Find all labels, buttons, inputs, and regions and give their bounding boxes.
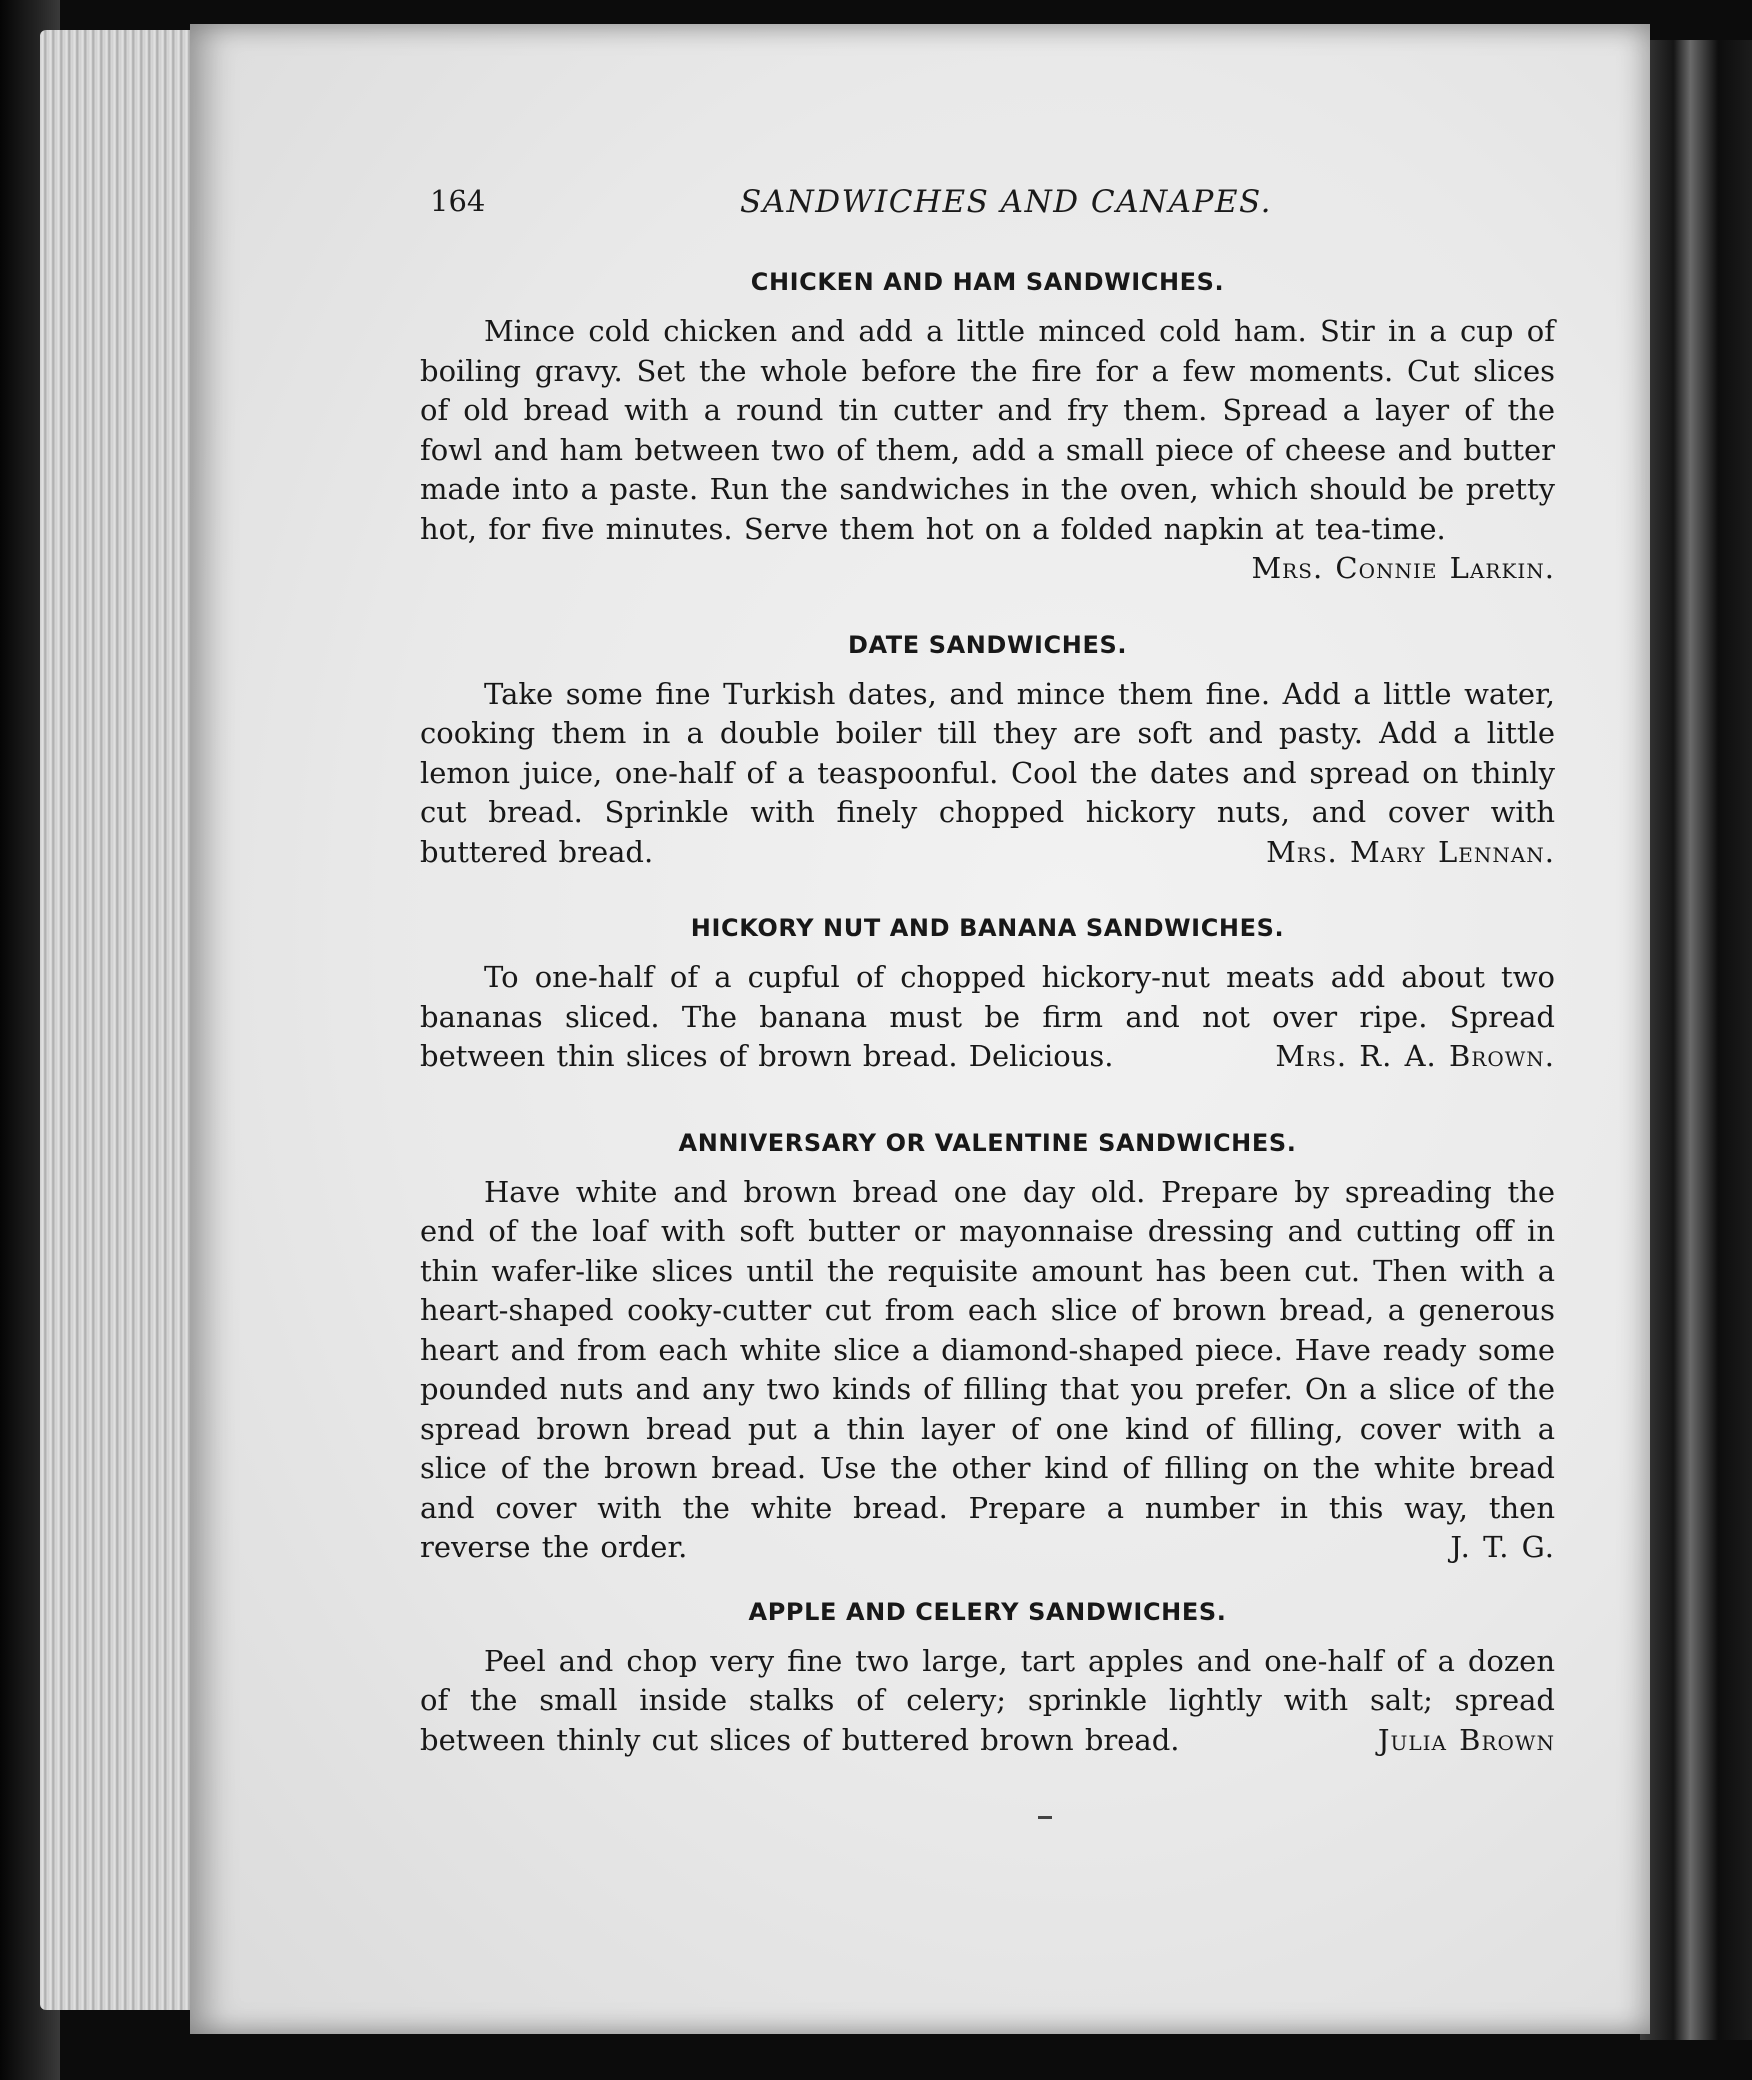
recipe-apple-celery bbox=[420, 1598, 1555, 1761]
recipe-title: APPLE AND CELERY SANDWICHES. bbox=[748, 1597, 1227, 1626]
recipe-body bbox=[420, 1173, 1555, 1568]
running-head bbox=[430, 184, 1300, 234]
recipe-date bbox=[420, 631, 1555, 873]
running-head-title: SANDWICHES AND CANAPES. bbox=[740, 184, 1272, 220]
recipe-title: HICKORY NUT AND BANANA SANDWICHES. bbox=[690, 914, 1285, 942]
book-spine-shadow bbox=[1640, 40, 1752, 2040]
recipe-title: CHICKEN AND HAM SANDWICHES. bbox=[750, 268, 1225, 296]
recipe-author: J. T. G. bbox=[1450, 1530, 1555, 1564]
recipe-body bbox=[420, 312, 1555, 585]
recipe-title: DATE SANDWICHES. bbox=[847, 630, 1128, 659]
recipe-body bbox=[420, 1642, 1555, 1761]
end-dash-ornament bbox=[1038, 1816, 1052, 1819]
recipe-author: Mrs. Mary Lennan. bbox=[1266, 834, 1555, 869]
recipe-text: To one-half of a cupful of chopped hickory-nut meats add about two bananas sliced. The banana must be firm and not over ripe. Spread between thin slices of brown bread. Delicious. bbox=[420, 960, 1555, 1073]
recipe-hickory-banana bbox=[420, 914, 1555, 1077]
recipe-text: Take some fine Turkish dates, and mince them fine. Add a little water, cooking them in a double boiler till they are soft and pasty. Add a little lemon juice, one-half of a teaspoonful. Cool the dates and spread on thinly cut bread. Sprinkle with finely chopped hickory nuts, and cover with buttered bread. bbox=[420, 676, 1555, 869]
recipe-body bbox=[420, 675, 1555, 873]
recipe-author: Julia Brown bbox=[1377, 1722, 1555, 1757]
recipe-text: Peel and chop very fine two large, tart apples and one-half of a dozen of the small inside stalks of celery; sprinkle lightly with salt; spread between thinly cut slices of buttered brown bread. bbox=[420, 1643, 1555, 1757]
recipe-author: Mrs. R. A. Brown. bbox=[1275, 1039, 1555, 1073]
page-number: 164 bbox=[430, 184, 486, 218]
recipe-title: ANNIVERSARY OR VALENTINE SANDWICHES. bbox=[678, 1128, 1297, 1157]
recipe-text: Have white and brown bread one day old. Prepare by spreading the end of the loaf with soft butter or mayonnaise dressing and cutting off in thin wafer-like slices until the requisite amount has been cut. Then with a heart-shaped cooky-cutter cut from each slice of brown bread, a generous heart and from each white slice a diamond-shaped piece. Have ready some pounded nuts and any two kinds of filling that you prefer. On a slice of the spread brown bread put a thin layer of one kind of filling, cover with a slice of the brown bread. Use the other kind of filling on the white bread and cover with the white bread. Prepare a number in this way, then reverse the order. bbox=[420, 1174, 1555, 1564]
recipe-chicken-ham bbox=[420, 268, 1555, 589]
recipe-anniversary-valentine bbox=[420, 1129, 1555, 1568]
page-content bbox=[420, 268, 1555, 1760]
recipe-body bbox=[420, 958, 1555, 1077]
recipe-text: Mince cold chicken and add a little minced cold ham. Stir in a cup of boiling gravy. Set the whole before the fire for a few moments. Cut slices of old bread with a round tin cutter and fry them. Spread a layer of the fowl and ham between two of them, add a small piece of cheese and butter made into a paste. Run the sandwiches in the oven, which should be pretty hot, for five minutes. Serve them hot on a folded napkin at tea-time. bbox=[420, 314, 1555, 546]
recipe-author: Mrs. Connie Larkin. bbox=[1251, 551, 1555, 585]
